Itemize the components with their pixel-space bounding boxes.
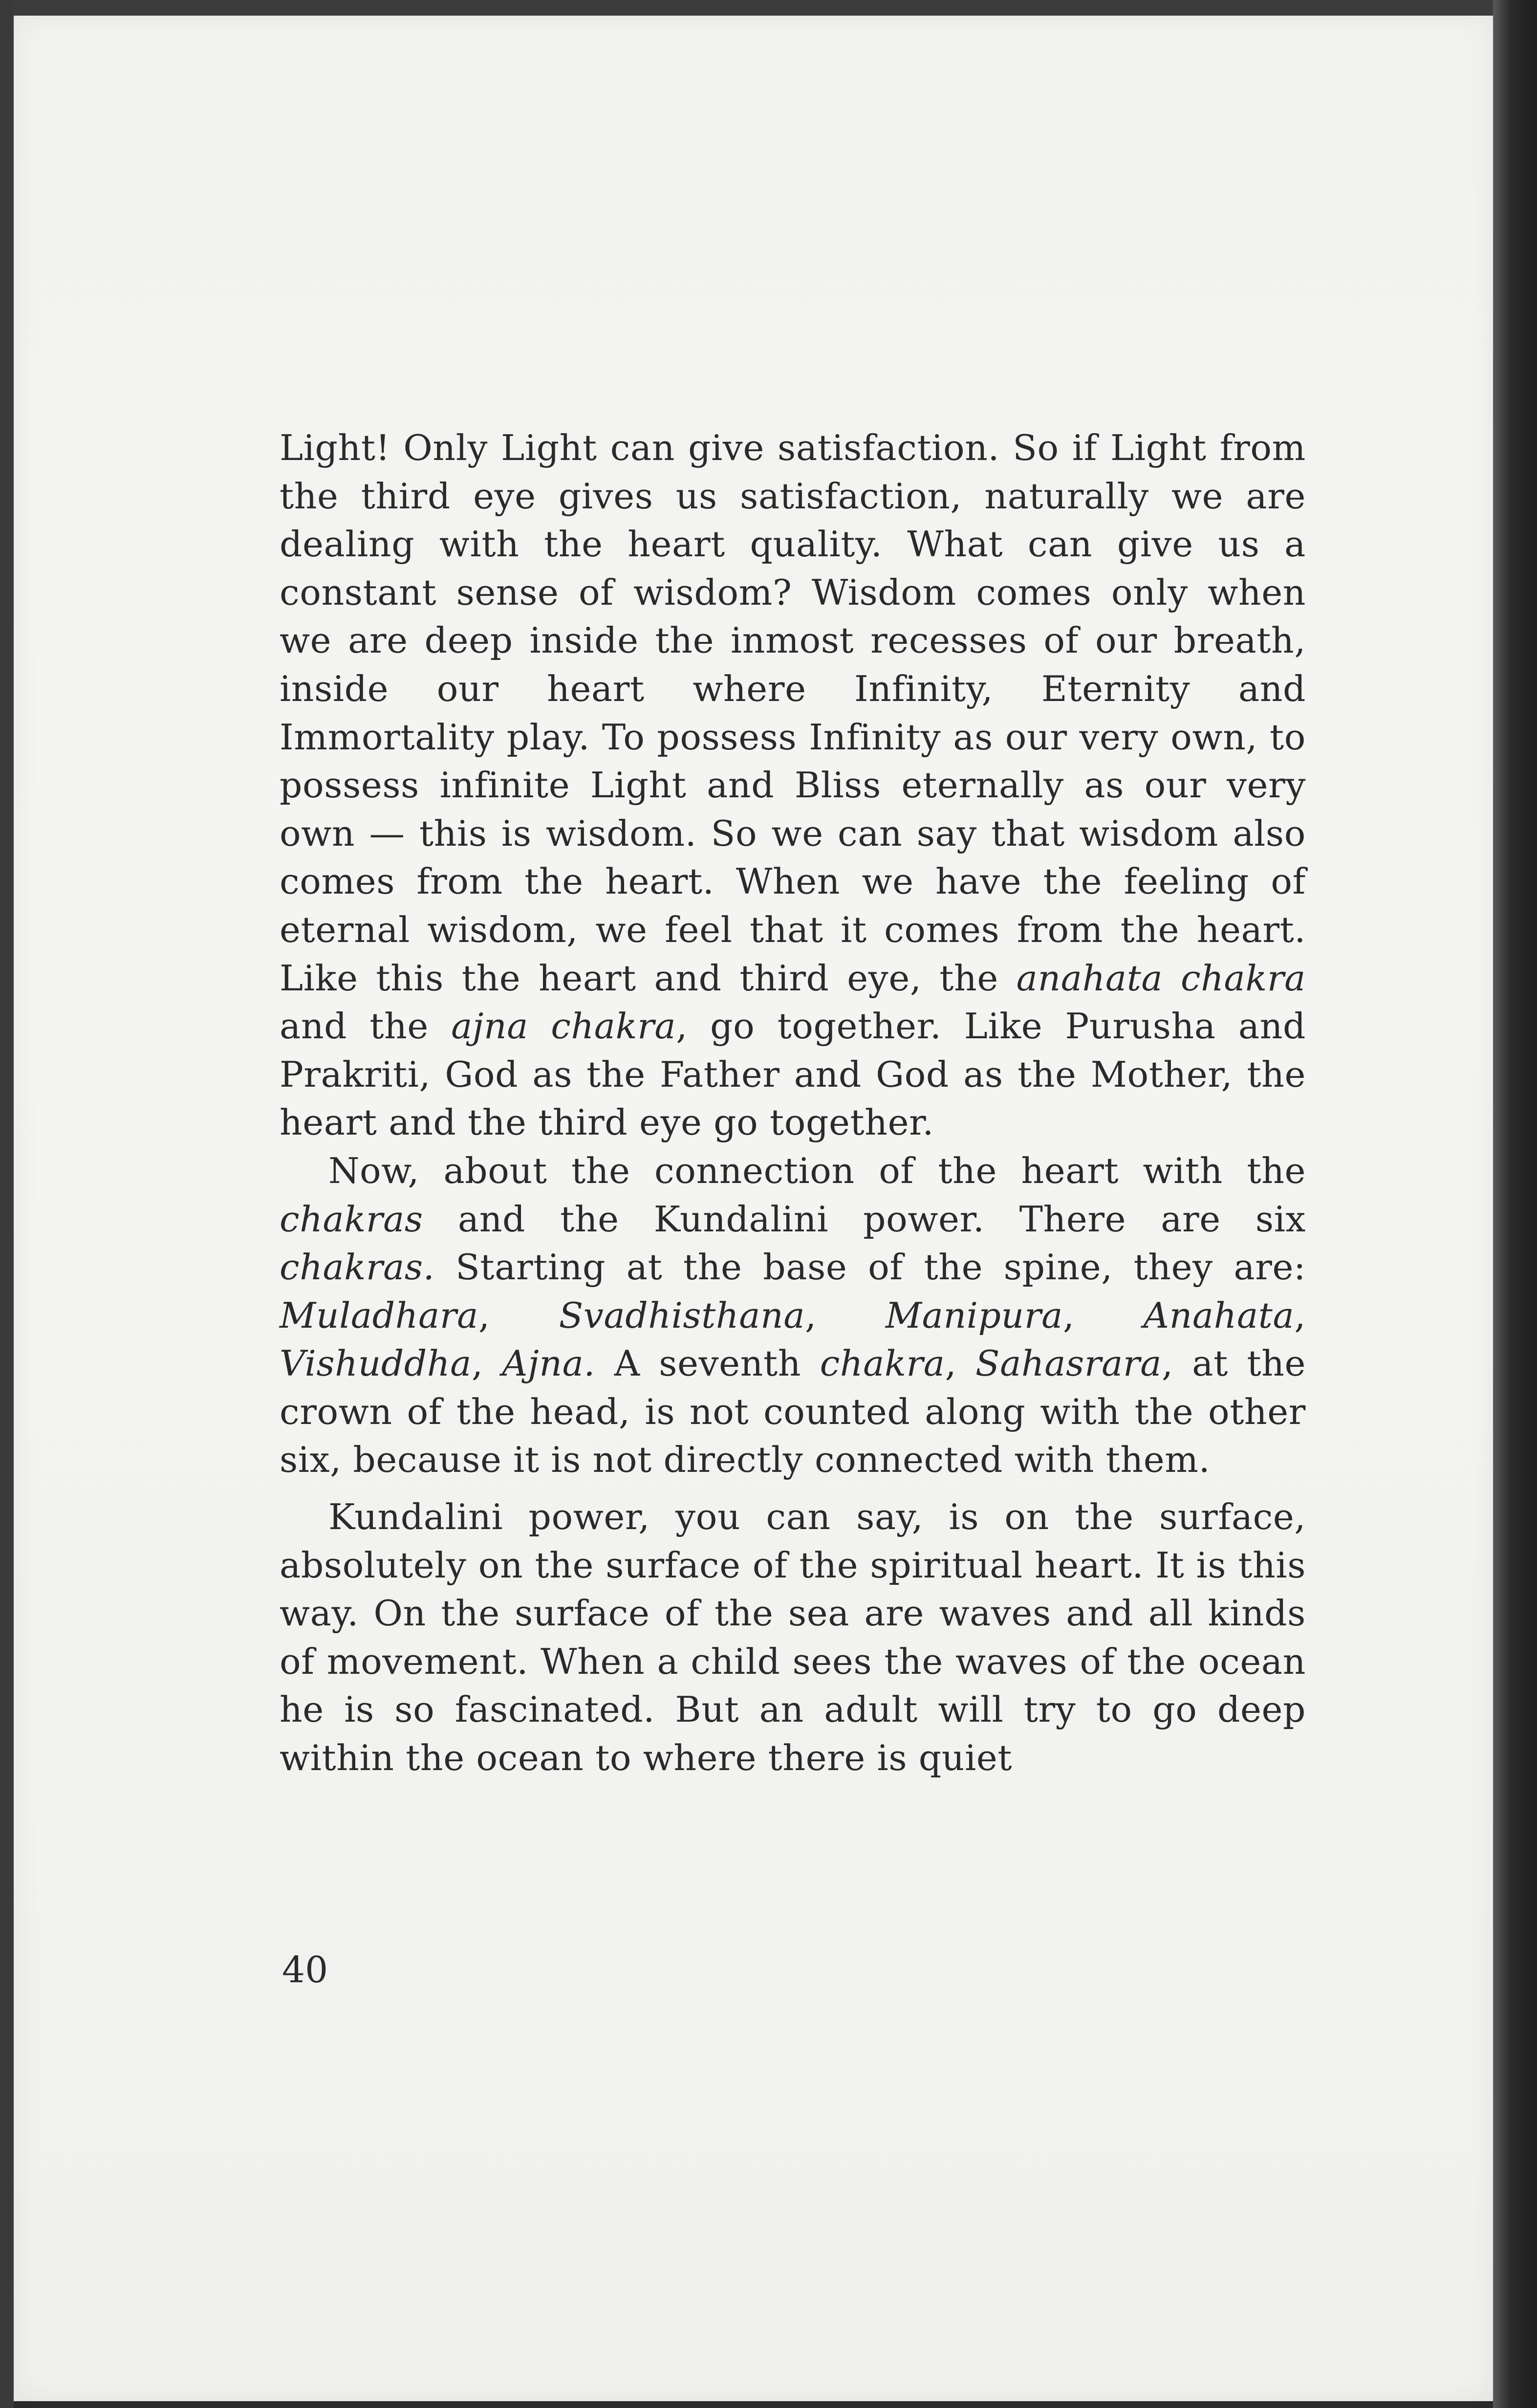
paragraph-2 xyxy=(280,1147,1306,1485)
text-run: , xyxy=(478,1295,559,1336)
text-run: Now, about the connection of the heart with the xyxy=(328,1150,1306,1192)
text-run: Light! Only Light can give satisfaction. So if Light from the third eye gives us satisfaction, naturally we are dealing with the heart quality. What can give us a constant sense of wisdom? Wisdom comes only when we are deep inside the inmost recesses of our breath, inside our heart where Infinity, Eternity and Immortality play. To possess Infinity as our very own, to possess infinite Light and Bliss eternally as our very own — this is wisdom. So we can say that wisdom also comes from the heart. When we have the feeling of eternal wisdom, we feel that it comes from the heart. Like this the heart and third eye, the xyxy=(280,428,1306,999)
text-run: A seventh xyxy=(595,1343,820,1385)
italic-term: Vishuddha xyxy=(280,1343,472,1385)
text-run: Starting at the base of the spine, they are: xyxy=(434,1247,1306,1289)
italic-term: Svadhisthana xyxy=(559,1295,805,1336)
text-run: Kundalini power, you can say, is on the surface, absolutely on the surface of the spiritual heart. It is this way. On the surface of the sea are waves and all kinds of movement. When a child sees the waves of the ocean he is so fascinated. But an adult will try to go deep within the ocean to where there is quiet xyxy=(280,1497,1306,1779)
text-run: and the xyxy=(280,1006,452,1048)
text-run: , xyxy=(472,1343,502,1385)
text-run: , xyxy=(805,1295,886,1336)
page-number: 40 xyxy=(282,1949,328,1991)
italic-term: Anahata xyxy=(1143,1295,1295,1336)
italic-term: Manipura xyxy=(885,1295,1063,1336)
paragraph-3 xyxy=(280,1493,1306,1783)
italic-term: Sahasrara xyxy=(975,1343,1162,1385)
text-run: , xyxy=(1294,1295,1306,1336)
italic-term: chakra xyxy=(820,1343,945,1385)
text-run: , xyxy=(945,1343,975,1385)
italic-term: chakras xyxy=(280,1199,423,1240)
body-text xyxy=(280,424,1306,1783)
text-run: , xyxy=(1062,1295,1144,1336)
italic-term: Ajna. xyxy=(502,1343,596,1385)
italic-term: Muladhara xyxy=(280,1295,478,1336)
scan-border-right xyxy=(1493,0,1537,2408)
italic-term: chakras. xyxy=(280,1247,435,1289)
italic-term: anahata chakra xyxy=(1016,958,1306,999)
text-run: , go together. Like Purusha and Prakriti, God as the Father and God as the Mother, the heart and the third eye go together. xyxy=(280,1006,1306,1144)
paragraph-1 xyxy=(280,424,1306,1147)
text-run: and the Kundalini power. There are six xyxy=(423,1199,1306,1240)
scan-border-left xyxy=(0,0,14,2408)
italic-term: ajna chakra xyxy=(451,1006,676,1048)
scan-border-top xyxy=(0,0,1537,16)
text-run: , at the crown of the head, is not counted along with the other six, because it is not directly connected with them. xyxy=(280,1343,1306,1481)
